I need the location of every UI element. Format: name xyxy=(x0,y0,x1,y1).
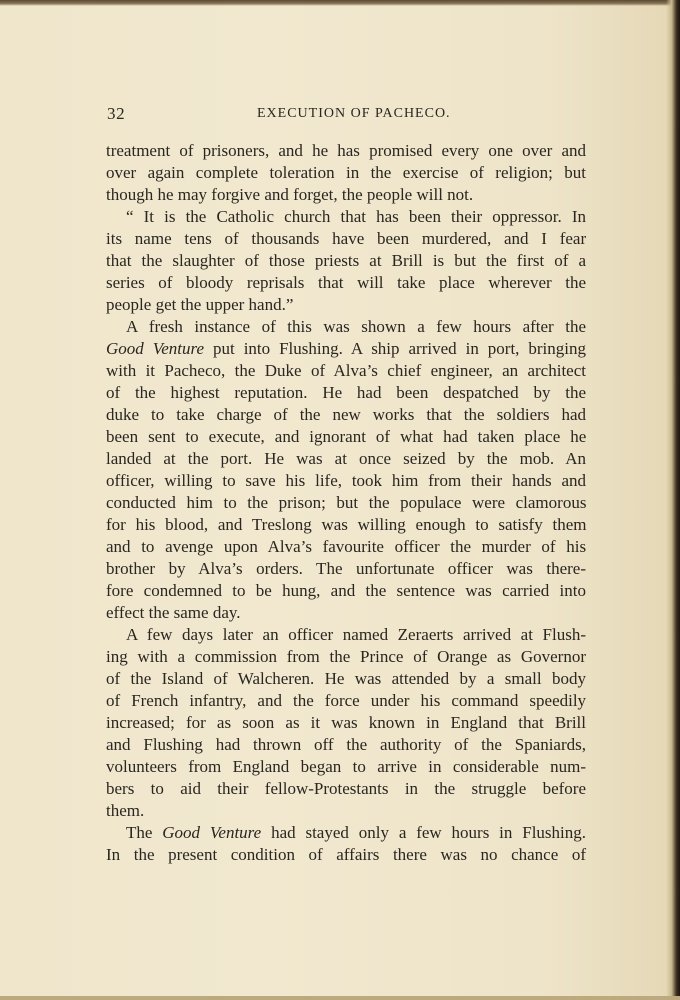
text-line: duke to take charge of the new works that the soldiers had xyxy=(106,405,586,424)
page-top-edge xyxy=(0,0,680,6)
text-line: “ It is the Catholic church that has been their oppressor. In xyxy=(126,207,586,226)
text-line: and to avenge upon Alva’s favourite officer the murder of his xyxy=(106,537,587,556)
page-number: 32 xyxy=(107,104,126,123)
text-line: though he may forgive and forget, the people will not. xyxy=(106,185,474,204)
text-line: Good Venture put into Flushing. A ship arrived in port, bringing xyxy=(106,339,586,358)
text-line: of the highest reputation. He had been despatched by the xyxy=(106,383,586,402)
text-line: The Good Venture had stayed only a few hours in Flushing. xyxy=(126,823,587,842)
text-line: conducted him to the prison; but the populace were clamorous xyxy=(106,493,587,512)
page-header xyxy=(107,104,587,128)
text-line: its name tens of thousands have been murdered, and I fear xyxy=(106,229,587,248)
text-line: of the Island of Walcheren. He was attended by a small body xyxy=(106,669,586,688)
text-line: ing with a commission from the Prince of Orange as Governor xyxy=(106,647,586,666)
page-bottom-edge xyxy=(0,996,680,1000)
text-line: over again complete toleration in the exercise of religion; but xyxy=(106,163,586,182)
running-head: EXECUTION OF PACHECO. xyxy=(257,106,451,121)
text-line: officer, willing to save his life, took him from their hands and xyxy=(106,471,586,490)
text-line: them. xyxy=(106,801,145,820)
text-line: landed at the port. He was at once seized by the mob. An xyxy=(106,449,586,468)
text-line: increased; for as soon as it was known in England that Brill xyxy=(106,713,586,732)
text-line: A fresh instance of this was shown a few hours after the xyxy=(126,317,587,336)
text-line: treatment of prisoners, and he has promised every one over and xyxy=(106,141,586,160)
text-line: brother by Alva’s orders. The unfortunate officer was there- xyxy=(106,559,586,578)
text-line: and Flushing had thrown off the authority of the Spaniards, xyxy=(106,735,586,754)
text-line: bers to aid their fellow-Protestants in the struggle before xyxy=(106,779,586,798)
text-line: volunteers from England began to arrive in considerable num- xyxy=(106,757,587,776)
text-line: that the slaughter of those priests at Brill is but the first of a xyxy=(106,251,586,270)
book-spine-edge xyxy=(666,0,680,1000)
text-line: been sent to execute, and ignorant of what had taken place he xyxy=(106,427,587,446)
text-line: of French infantry, and the force under his command speedily xyxy=(106,691,587,710)
text-line: effect the same day. xyxy=(106,603,241,622)
text-line: A few days later an officer named Zeraerts arrived at Flush- xyxy=(126,625,586,644)
text-line: fore condemned to be hung, and the sentence was carried into xyxy=(106,581,586,600)
text-line: with it Pacheco, the Duke of Alva’s chief engineer, an architect xyxy=(106,361,586,380)
text-line: people get the upper hand.” xyxy=(106,295,294,314)
text-line: for his blood, and Treslong was willing enough to satisfy them xyxy=(106,515,587,534)
text-line: series of bloody reprisals that will take place wherever the xyxy=(106,273,587,292)
body-text xyxy=(106,140,586,866)
text-line: In the present condition of affairs there was no chance of xyxy=(106,845,586,864)
